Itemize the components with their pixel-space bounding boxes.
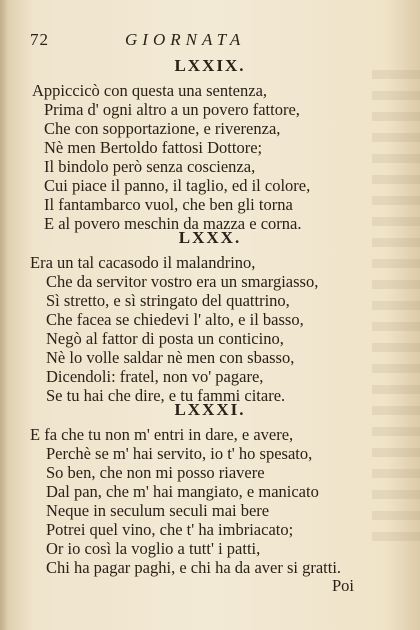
verse-line: Appiccicò con questa una sentenza,	[32, 81, 268, 100]
stanza-number: LXXIX.	[174, 56, 246, 75]
page-gutter-shadow	[0, 0, 8, 630]
verse-line: Negò al fattor di posta un conticino,	[46, 329, 284, 348]
verse-line: E al povero meschin da mazza e corna.	[44, 214, 302, 233]
page-number: 72	[30, 30, 49, 49]
bleed-through-text	[372, 70, 420, 550]
verse-line: Chi ha pagar paghi, e chi ha da aver si gratti.	[46, 558, 342, 577]
verse-line: Che facea se chiedevi l' alto, e il basso,	[46, 310, 304, 329]
verse-line: Sì stretto, e sì stringato del quattrino,	[46, 291, 290, 310]
verse-line: Che da servitor vostro era un smargiasso,	[46, 272, 319, 291]
stanza-number: LXXXI.	[174, 400, 246, 419]
verse-line: Or io così la voglio a tutt' i patti,	[46, 539, 261, 558]
verse-line: E fa che tu non m' entri in dare, e avere,	[30, 425, 294, 444]
verse-line: Potrei quel vino, che t' ha imbriacato;	[46, 520, 294, 539]
catchword: Poi	[332, 576, 355, 595]
verse-line: Il fantambarco vuol, che ben gli torna	[44, 195, 293, 214]
verse-line: Perchè se m' hai servito, io t' ho spesato,	[46, 444, 313, 463]
verse-line: Dicendoli: fratel, non vo' pagare,	[46, 367, 264, 386]
running-title: GIORNATA	[125, 30, 246, 49]
stanza-number: LXXX.	[178, 228, 242, 247]
verse-line: Prima d' ogni altro a un povero fattore,	[44, 100, 300, 119]
verse-line: So ben, che non mi posso riavere	[46, 463, 265, 482]
verse-line: Se tu hai che dire, e tu fammi citare.	[46, 386, 286, 405]
verse-line: Era un tal cacasodo il malandrino,	[30, 253, 256, 272]
verse-line: Dal pan, che m' hai mangiato, e manicato	[46, 482, 319, 501]
verse-line: Nè men Bertoldo fattosi Dottore;	[44, 138, 263, 157]
verse-line: Il bindolo però senza coscienza,	[44, 157, 256, 176]
running-header	[0, 30, 420, 54]
verse-line: Neque in seculum seculi mai bere	[46, 501, 270, 520]
verse-line: Cui piace il panno, il taglio, ed il colore,	[44, 176, 311, 195]
verse-line: Che con sopportazione, e riverenza,	[44, 119, 281, 138]
verse-line: Nè lo volle saldar nè men con sbasso,	[46, 348, 295, 367]
